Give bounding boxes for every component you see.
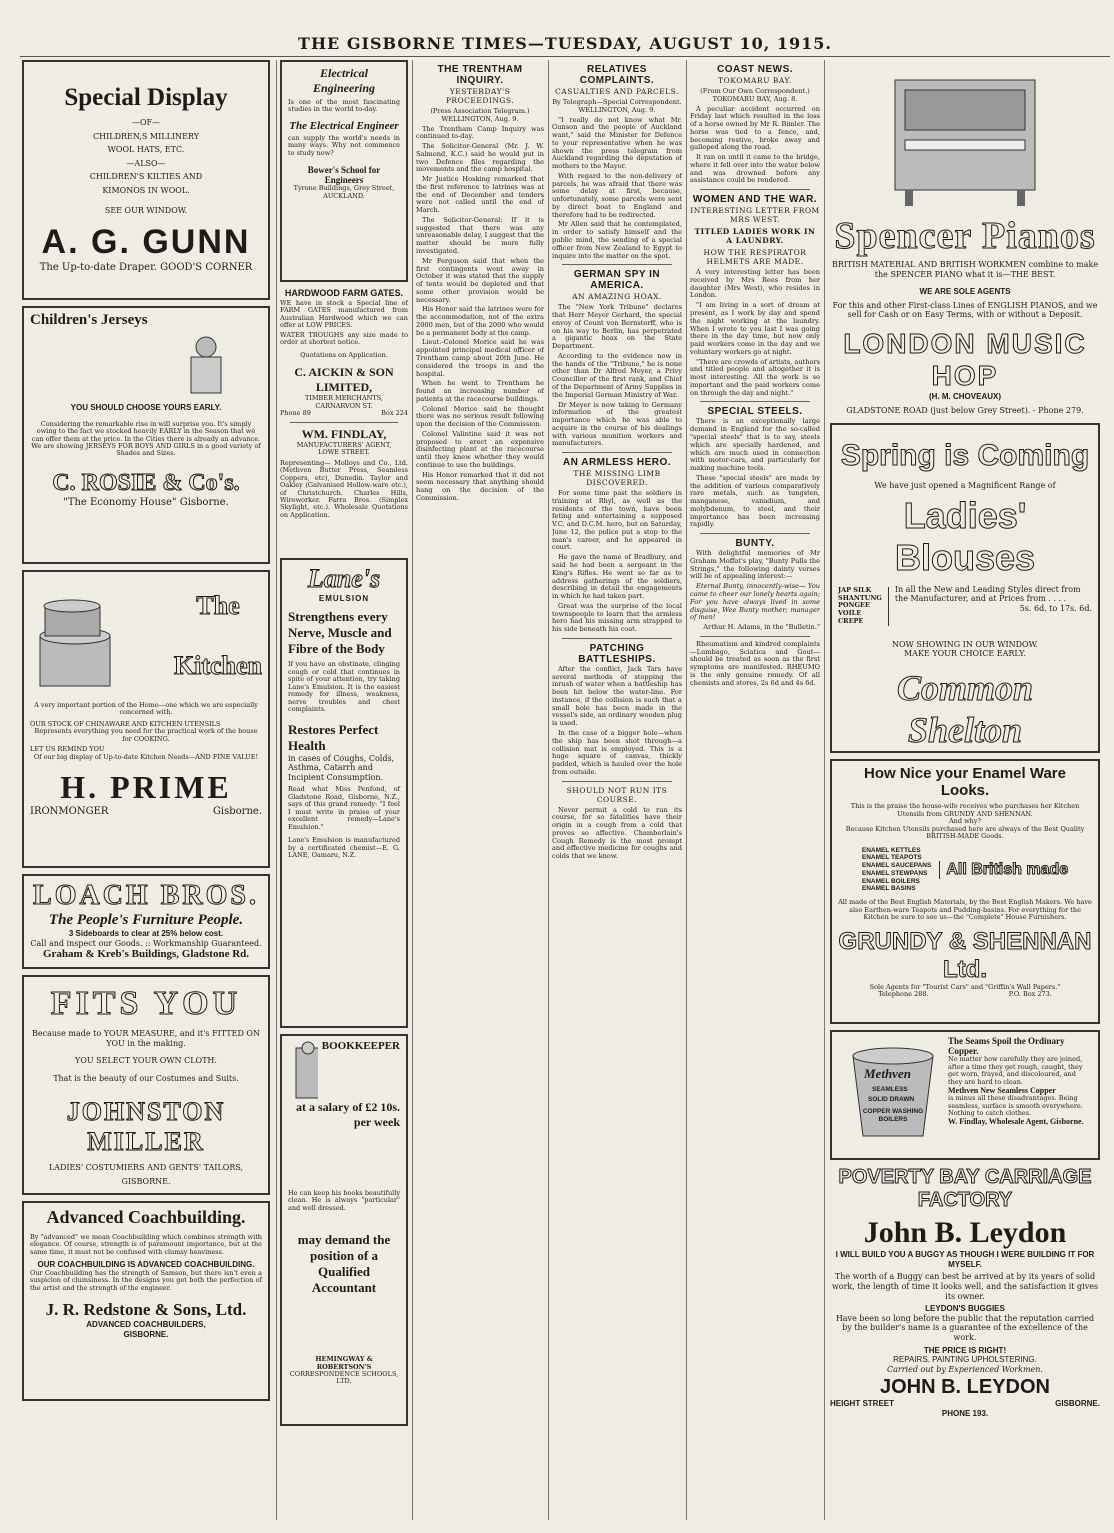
common-details xyxy=(838,585,1092,628)
prime-name: H. PRIME xyxy=(60,769,232,806)
hemingway-name: HEMINGWAY & ROBERTSON'S xyxy=(315,1355,373,1371)
relatives-dateline: By Telegraph—Special Correspondent. WELLINGTON, Aug. 9. xyxy=(552,98,682,114)
grundy-items xyxy=(838,845,1092,896)
bunty-verse: Eternal Bunty, innocently-wise— You came to cheer our lonely hearts again; For you have always lived in some disguise, Wee Bunty mother; manager of men! xyxy=(690,582,820,622)
gunn-also: —ALSO— xyxy=(126,158,166,168)
redstone-trade: ADVANCED COACHBUILDERS, xyxy=(86,1320,206,1330)
methven-picture-solid: SOLID DRAWN xyxy=(868,1096,915,1104)
enamel-item: ENAMEL BASINS xyxy=(861,885,916,893)
leydon-name: John B. Leydon xyxy=(863,1216,1067,1250)
common-price: 5s. 6d. to 17s. 6d. xyxy=(1019,603,1092,613)
saucepan-illustration xyxy=(30,576,130,696)
johnston-town: GISBORNE. xyxy=(121,1176,171,1186)
women-subhead3: HOW THE RESPIRATOR HELMETS ARE MADE. xyxy=(703,248,807,267)
rheumo-advert: Rheumatism and kindred complaints—Lumbago, Sciatica and Gout—should be treated as soon as the first symptoms are manifested. RHEUMO is the only genuine remedy. Of all chemists and stores, 2s 6d and 4s 6d. xyxy=(690,639,820,687)
spy-para: The "New York Tribune" declares that Herr Meyer Gerhard, the special envoy of Count von Bernstorff, who is on his way to Berlin, has perpetrated a gigantic hoax on the State Department. xyxy=(552,303,682,351)
column-rule-5 xyxy=(824,60,825,1520)
women-subhead: INTERESTING LETTER FROM MRS WEST. xyxy=(690,206,820,225)
prime-body: A very important portion of the Home—one which we are especially concerned with. xyxy=(34,701,258,717)
trentham-para: His Honor remarked that it did not seem necessary that anything should hang on the decision of the Commission. xyxy=(416,470,544,502)
gunn-advert xyxy=(22,60,270,300)
spencer-agents: WE ARE SOLE AGENTS xyxy=(919,287,1011,297)
lane-sub2: in cases of Coughs, Colds, Asthma, Catarrh and Incipient Consumption. xyxy=(288,753,395,782)
divider xyxy=(700,533,810,534)
women-para: "There are crowds of artists, authors and titled people and altogether it is most interesting. All the work is so important and the paid workers come on through the day and night." xyxy=(690,357,820,397)
trentham-para: Mr Justice Hosking remarked that the first reference to latrines was at the end of December and tenders were not called until the end of March. xyxy=(416,175,544,215)
spy-headline: GERMAN SPY IN AMERICA. xyxy=(573,269,661,292)
loach-tagline: The People's Furniture People. xyxy=(48,912,244,928)
spencer-body2: For this and other First-class Lines of ENGLISH PIANOS, and we sell for Cash or on Easy Terms, with or without a Deposit. xyxy=(832,300,1098,320)
prime-l2: Represents everything you need for the practical work of the house for COOKING. xyxy=(34,727,258,743)
methven-picture-title: Methven xyxy=(864,1066,911,1082)
hemingway-headline: may demand the position of a Qualified Accountant xyxy=(297,1232,391,1296)
gunn-see: SEE OUR WINDOW. xyxy=(104,205,188,215)
lane-body: If you have an obstinate, clinging cough or cold that continues in spite of your attention, try taking Lane's Emulsion. It is the easiest remedy for illness, weakness, nerve troubles and chest complaints. xyxy=(288,660,400,714)
loach-name: LOACH BROS. xyxy=(33,880,259,911)
spencer-owner: (H. M. CHOVEAUX) xyxy=(929,391,1001,401)
enamel-list xyxy=(862,847,931,894)
findlay-address: LOWE STREET. xyxy=(318,448,370,457)
gunn-tagline: The Up-to-date Draper. GOOD'S CORNER xyxy=(39,262,253,274)
coast-headline: COAST NEWS. xyxy=(716,64,794,75)
prime-l4: Of our big display of Up-to-date Kitchen Needs—AND FINE VALUE! xyxy=(33,752,259,761)
fabric-item: VOILE xyxy=(838,609,862,618)
aickin-quote: Quotations on Application. xyxy=(300,350,388,359)
prime-trade: IRONMONGER xyxy=(30,806,109,818)
methven-body2: is minus all these disadvantages. Being seamless, surface is smooth everywhere. Nothing to catch clothes. xyxy=(948,1094,1083,1117)
grundy-phone: Telephone 288. xyxy=(878,990,929,999)
divider xyxy=(562,781,672,782)
gunn-line4: KIMONOS IN WOOL. xyxy=(102,185,190,195)
trentham-para: Colonel Morice said he thought there was no serious result following upon the decision of the Commission. xyxy=(416,404,544,429)
findlay-body: Representing— Molloys and Co., Ltd. (Methven Butter Press, Seamless Coppers, etc), Dunedin. Taylor and Oakley (Galvanised Hollow-ware etc.), of Christchurch. Charles Hills, Wireworker. Farra Bros. (Simplex Skylight, etc.). Wholesale Quotations on Application. xyxy=(280,459,408,519)
grundy-title: How Nice your Enamel Ware Looks. xyxy=(863,765,1066,800)
grundy-why: And why? xyxy=(948,817,981,826)
prime-the: The xyxy=(196,591,240,620)
common-headline: Ladies' Blouses xyxy=(894,494,1036,578)
prime-town: Gisborne. xyxy=(212,806,262,818)
common-show: NOW SHOWING IN OUR WINDOW. xyxy=(892,639,1038,649)
hemingway-salary: at a salary of £2 10s. per week xyxy=(296,1099,400,1129)
redstone-advert xyxy=(22,1201,270,1401)
rosie-body: Considering the remarkable rise in will surprise you. It's simply owing to the fact we stocked heavily EARLY in the Season that we can offer them at the price. In the Cities there is already an advance. We are showing JERSEYS FOR BOYS AND GIRLS in a good variety of Shades and Sizes. xyxy=(31,419,261,458)
armless-headline: AN ARMLESS HERO. xyxy=(562,457,672,469)
grundy-british: All British made xyxy=(939,861,1068,879)
trentham-para: Mr Ferguson said that when the first contingents went away in October it was stated that the supply of tents would be depleted and that some other provision would be necessary. xyxy=(416,256,544,304)
trentham-para: The Solicitor-General: If it is suggested that there was any unreasonable delay, I suggest that the matter should be more fully investigated. xyxy=(416,215,544,256)
bower-title2: The Electrical Engineer xyxy=(289,119,399,132)
redstone-body: By "advanced" we mean Coachbuilding which combines strength with elegance. Of course, strength is of paramount importance, but at the same time, it must not be confused with clumsy heaviness. xyxy=(30,1233,262,1256)
aickin-name: C. AICKIN & SON LIMITED, xyxy=(294,365,394,395)
leydon-town: GISBORNE. xyxy=(1055,1399,1100,1409)
leydon-advert xyxy=(830,1166,1100,1418)
column-5 xyxy=(690,60,820,1520)
bower-body: Is one of the most fascinating studies in the world to-day. xyxy=(288,98,400,114)
hemingway-address: CORRESPONDENCE SCHOOLS, LTD. xyxy=(289,1369,399,1386)
redstone-sub: OUR COACHBUILDING IS ADVANCED COACHBUILDING. xyxy=(37,1260,255,1270)
enamel-item: ENAMEL SAUCEPANS xyxy=(861,862,932,870)
relatives-subhead: CASUALTIES AND PARCELS. xyxy=(555,87,679,96)
enamel-item: ENAMEL STEWPANS xyxy=(861,869,928,877)
steels-headline: SPECIAL STEELS. xyxy=(707,406,803,418)
johnston-name: JOHNSTON MILLER xyxy=(66,1097,226,1157)
bunty-para: With delightful memories of Mr Graham Moffat's play, "Bunty Pulls the Strings," the following dainty verses will be of appealing interest:— xyxy=(690,549,820,581)
course-para: Never permit a cold to run its course, for so fatalities have their origin in a cough from a cold that proves so affective. Chamberlain's Cough Remedy is the most prompt and effective medicine for coughs and colds that we know. xyxy=(552,805,682,861)
aickin-body: WE have in stock a Special line of FARM GATES manufactured from Australian Hardwood which we can offer at LOW PRICES. xyxy=(280,299,408,330)
lane-name: Lane's xyxy=(307,563,381,593)
bunty-signature: Arthur H. Adams, in the "Bulletin." xyxy=(703,623,820,632)
bower-title: Electrical Engineering xyxy=(312,66,375,95)
aickin-address: CARNARVON ST. xyxy=(315,401,373,410)
divider xyxy=(290,422,398,423)
loach-advert xyxy=(22,874,270,969)
divider xyxy=(562,264,672,265)
column-6 xyxy=(830,60,1100,1520)
common-intro: We have just opened a Magnificent Range of xyxy=(874,481,1056,491)
methven-picture-label: COPPER WASHING BOILERS xyxy=(862,1108,924,1123)
column-rule-4 xyxy=(686,60,687,1520)
findlay-advert xyxy=(280,427,408,552)
common-shelton-advert xyxy=(830,423,1100,753)
women-headline: WOMEN AND THE WAR. xyxy=(692,194,818,206)
armless-subhead: THE MISSING LIMB DISCOVERED. xyxy=(573,469,661,488)
spy-para: According to the evidence now in the hands of the "Tribune," he is none other than Dr Alfred Meyer, a Privy Councillor of the first rank, and Chief of the Department of Army Supplies in the Imperial German Ministry of War. xyxy=(552,351,682,399)
column-2 xyxy=(280,60,408,1520)
women-subhead2: TITLED LADIES WORK IN A LAUNDRY. xyxy=(694,227,816,246)
column-rule-2 xyxy=(412,60,413,1520)
column-rule-1 xyxy=(276,60,277,1520)
bower-body2: can supply the world's needs in many ways. Why not commence to study now? xyxy=(288,133,400,157)
aickin-contact xyxy=(280,410,408,417)
fabric-list xyxy=(838,587,889,626)
gunn-title: Special Display xyxy=(64,84,228,111)
leydon-body: The worth of a Buggy can best be arrived at by its years of solid work, the length of time it looks well, and the satisfaction it gives its owner. xyxy=(831,1272,1099,1301)
bower-address: Tyrone Buildings, Grey Street, AUCKLAND. xyxy=(293,184,395,200)
lane-emulsion: EMULSION xyxy=(318,593,370,603)
hemingway-title: BOOKKEEPER xyxy=(321,1039,400,1052)
child-illustration xyxy=(171,329,241,399)
aickin-water: WATER TROUGHS any size made to order at shortest notice. xyxy=(280,330,408,347)
leydon-workmen: Carried out by Experienced Workmen. xyxy=(887,1364,1043,1374)
grundy-advert xyxy=(830,759,1100,1024)
loach-address: Graham & Kreb's Buildings, Gladstone Rd. xyxy=(42,948,250,961)
leydon-services: REPAIRS. PAINTING UPHOLSTERING. xyxy=(893,1355,1037,1365)
methven-name: Methven New Seamless Copper xyxy=(948,1086,1056,1096)
spy-subhead: AN AMAZING HOAX. xyxy=(572,292,662,302)
trentham-dateline: (Press Association Telegram.) WELLINGTON, Aug. 9. xyxy=(430,107,530,123)
leydon-sub: LEYDON'S BUGGIES xyxy=(925,1304,1005,1314)
hemingway-advert xyxy=(280,1034,408,1426)
trentham-para: The Trentham Camp Inquiry was continued to-day. xyxy=(416,124,544,141)
rosie-title: Children's Jerseys xyxy=(30,312,148,328)
grundy-box: P.O. Box 273. xyxy=(1008,990,1052,999)
lane-headline2: Restores Perfect Health xyxy=(288,721,379,753)
relatives-headline: RELATIVES COMPLAINTS. xyxy=(579,64,655,86)
rosie-sub: YOU SHOULD CHOOSE YOURS EARLY. xyxy=(70,403,222,412)
steels-para: There is an exceptionally large demand in England for the so-called "special steels" that is to say, steels which are specially hardened, and which are much used in connection with motor-cars, and particularly for making machine tools. xyxy=(690,417,820,473)
johnston-l1: Because made to YOUR MEASURE, and it's FITTED ON YOU in the making. xyxy=(32,1029,260,1048)
findlay-trade: MANUFACTURERS' AGENT, xyxy=(296,440,392,449)
leydon-street: HEIGHT STREET xyxy=(830,1399,895,1409)
prime-advert xyxy=(22,570,270,868)
gunn-of: —OF— xyxy=(131,118,161,127)
women-para: "I am living in a sort of dream at present, as I work by day and spend the night working at the laundry. When I wrote to you last I was going there in the day time, but now only paid workers come in the day and we voluntary workers go at night. xyxy=(690,301,820,356)
methven-title: The Seams Spoil the Ordinary Copper. xyxy=(948,1036,1065,1057)
trentham-para: Colonel Valintine said it was not proposed to erect an expensive disinfecting plant at the racecourse until they knew whether they would continue to use the buildings. xyxy=(416,429,544,469)
bower-name: Bower's School for Engineers xyxy=(307,165,381,186)
grundy-body3: All made of the Best English Materials, by the Best English Makers. We have also Earthen-ware Teapots and Pudding-basins. For everything for the Kitchen be sure to see us—the "Complete" House Furnishers. xyxy=(838,898,1092,922)
coast-para: A peculiar accident occurred on Friday last which resulted in the loss of a horse owned by Mr R. Bimler. The horse was tied to a fence, and, becoming restive, broke away and galloped along the road. xyxy=(690,104,820,152)
coast-subhead: TOKOMARU BAY. xyxy=(718,76,792,85)
lane-advert xyxy=(280,558,408,1028)
women-para: A very interesting letter has been received by Mrs Rees from her daughter (Mrs West), who resides in London. xyxy=(690,268,820,300)
johnston-title: FITS YOU xyxy=(50,985,242,1022)
johnston-l2: YOU SELECT YOUR OWN CLOTH. xyxy=(75,1056,217,1066)
johnston-trade: LADIES' COSTUMIERS AND GENTS' TAILORS, xyxy=(48,1163,244,1173)
leydon-body2: Have been so long before the public that the reputation carried by the builder's name is a guarantee of the excellence of the work. xyxy=(835,1313,1095,1342)
common-body: In all the New and Leading Styles direct from the Manufacturer, and at Prices from . . . . xyxy=(894,584,1081,604)
course-headline: SHOULD NOT RUN ITS COURSE. xyxy=(566,785,668,804)
methven-body: No matter how carefully they are joined, after a time they get rough, caught, they get worn, frayed, and discoloured, and they are hard to clean. xyxy=(948,1055,1083,1086)
gunn-line3: CHILDREN'S KILTIES AND xyxy=(89,172,203,182)
enamel-item: ENAMEL KETTLES xyxy=(861,846,921,854)
aickin-trade: TIMBER MERCHANTS, xyxy=(305,394,383,403)
spencer-body: BRITISH MATERIAL AND BRITISH WORKMEN combine to make the SPENCER PIANO what it is—THE BEST. xyxy=(831,260,1099,279)
trentham-para: His Honor said the latrines were for the accommodation, not of the extra 2000 men, but of the 2000 who would be a permanent body at the camp. xyxy=(416,305,544,337)
methven-picture-seamless: SEAMLESS xyxy=(872,1086,908,1094)
rosie-name: C. ROSIE & Co's. xyxy=(52,469,240,496)
findlay-name: WM. FINDLAY, xyxy=(301,426,387,441)
trentham-para: Lieut.-Colonel Morice said he was appointed principal medical officer of Trentham camp about 20th June. He considered the troops in and the hospital. xyxy=(416,338,544,378)
leydon-name2: JOHN B. LEYDON xyxy=(879,1376,1051,1399)
loach-call: Call and inspect our Goods. :: Workmanship Guaranteed. xyxy=(30,938,262,948)
steels-para: These "special steels" are made by the addition of various comparatively rare metals, such as tungsten, manganese, vanadium, and molybdenum, to steel, and their importance has been increasing rapidly. xyxy=(690,473,820,529)
leydon-title: POVERTY BAY CARRIAGE FACTORY xyxy=(838,1166,1092,1212)
redstone-body2: Our Coachbuilding has the strength of Samson, but there isn't even a suspicion of clumsiness. In the designs you get both the perfection of the artist and the strength of the engineer. xyxy=(30,1269,262,1292)
grundy-name: GRUNDY & SHENNAN Ltd. xyxy=(838,927,1092,983)
column-3 xyxy=(416,60,544,1520)
patching-headline: PATCHING BATTLESHIPS. xyxy=(578,642,656,665)
methven-agent: W. Findlay, Wholesale Agent, Gisborne. xyxy=(948,1117,1084,1127)
aickin-phone: Phone 89 xyxy=(280,409,311,418)
rosie-advert xyxy=(22,306,270,564)
hemingway-body: He can keep his books beautifully clean. He is always "particular" and well dressed. xyxy=(288,1188,400,1212)
armless-para: Great was the surprise of the local townspeople to learn that the armless hero had his missing arm strapped to his side beneath his coat. xyxy=(552,601,682,634)
prime-kitchen: Kitchen xyxy=(173,651,262,680)
spencer-advert xyxy=(830,60,1100,415)
grundy-contact xyxy=(838,991,1092,998)
lane-headline: Strengthens every Nerve, Muscle and Fibre of the Body xyxy=(288,609,392,657)
common-name: Common Shelton xyxy=(896,667,1034,750)
loach-sale: 3 Sideboards to clear at 25% below cost. xyxy=(68,929,224,938)
lane-body2: Read what Miss Penfond, of Gladstone Road, Gisborne, N.Z., says of this grand remedy: "I feel I must write in praise of your excellent remedy—Lane's Emulsion." xyxy=(288,785,400,831)
relatives-para: "I really do not know what Mr. Gunson and the people of Auckland want," said the Minister for Defence to your representative when he was shown the press telegram from Auckland regarding the deputation of mothers to the Mayor. xyxy=(552,115,682,171)
patching-para: After the conflict, Jack Tars have several methods of stopping the inrush of water when a battleship has been hit below the water-line. For instance, if the collision is such that a small hole has been made in the vessel's side, an ordinary wooden plug is used. xyxy=(552,664,682,728)
grundy-body2: Because Kitchen Utensils purchased here are always of the Best Quality BRITISH-MADE Goods. xyxy=(845,824,1085,841)
prime-footer xyxy=(30,806,262,817)
methven-advert xyxy=(830,1030,1100,1160)
coast-para: It ran on until it came to the bridge, where it fell over into the water below and was drowned before any assistance could be rendered. xyxy=(690,153,820,185)
johnston-l3: That is the beauty of our Costumes and Suits. xyxy=(53,1073,239,1083)
aickin-advert xyxy=(280,288,408,418)
fabric-item: PONGEE xyxy=(838,601,870,610)
prime-l3: LET US REMIND YOU xyxy=(30,745,105,754)
gunn-name: A. G. GUNN xyxy=(41,223,251,262)
bunty-headline: BUNTY. xyxy=(735,538,775,550)
column-rule-3 xyxy=(548,60,549,1520)
redstone-town: GISBORNE. xyxy=(123,1330,169,1339)
trentham-headline: THE TRENTHAM INQUIRY. xyxy=(437,64,523,86)
armless-para: For some time past the soldiers in training at Rhyl, as well as the residents of the town, have been feting and entertaining a supposed V.C. and D.C.M. hero, but on Saturday, June 12, the police put a stop to the man's career, and he appeared in court. xyxy=(552,489,682,552)
trentham-subhead: YESTERDAY'S PROCEEDINGS. xyxy=(445,87,515,105)
column-4 xyxy=(552,60,682,1520)
aickin-title: HARDWOOD FARM GATES. xyxy=(284,288,404,298)
enamel-item: ENAMEL BOILERS xyxy=(861,877,920,885)
spy-para: Dr Meyer is now taking to Germany information of the greatest importance which he was able to acquire in the course of his dealings with various munition workers and manufacturers. xyxy=(552,400,682,448)
spencer-shop: LONDON MUSIC HOP xyxy=(843,327,1087,391)
armless-para: He gave the name of Bradbury, and said he had been a sergeant in the King's Rifles. He went so far as to address gatherings of the soldiers, describing in detail the engagements in which he had taken part. xyxy=(552,553,682,601)
relatives-para: Mr Allen said that he contemplated, in order to satisfy himself and the public mind, the sending of a special officer from New Zealand to Egypt to inquire into the matter on the spot. xyxy=(552,220,682,260)
johnston-advert xyxy=(22,975,270,1195)
divider xyxy=(562,638,672,639)
clerk-illustration xyxy=(288,1040,318,1100)
leydon-headline: I WILL BUILD YOU A BUGGY AS THOUGH I WERE BUILDING IT FOR MYSELF. xyxy=(835,1250,1095,1269)
aickin-box: Box 224 xyxy=(381,409,408,418)
lane-maker: Lane's Emulsion is manufactured by a certificated chemist—E. G. LANE, Oamaru, N.Z. xyxy=(288,836,400,860)
masthead: THE GISBORNE TIMES—TUESDAY, AUGUST 10, 1915. xyxy=(20,34,1110,57)
fabric-item: CREPE xyxy=(838,616,864,625)
divider xyxy=(700,636,810,637)
grundy-agents: Sole Agents for "Tourist Cars" and "Griffin's Wall Papers." xyxy=(869,982,1061,991)
enamel-item: ENAMEL TEAPOTS xyxy=(861,854,922,862)
fabric-item: JAP SILK xyxy=(838,585,872,594)
copper-illustration xyxy=(838,1036,948,1154)
common-choice: MAKE YOUR CHOICE EARLY. xyxy=(903,649,1027,659)
piano-illustration xyxy=(865,60,1065,210)
grundy-body: This is the praise the house-wife receives who purchases her Kitchen Utensils from GRUNDY AND SHENNAN. xyxy=(850,802,1080,818)
relatives-para: With regard to the non-delivery of parcels, he was afraid that there was some delay at first, because, unfortunately, some parcels were sent by direct boat to England and therefore had to be redirected. xyxy=(552,171,682,219)
leydon-price: THE PRICE IS RIGHT! xyxy=(923,1345,1007,1355)
divider xyxy=(700,189,810,190)
column-1 xyxy=(22,60,270,1520)
divider xyxy=(562,452,672,453)
gunn-line1: CHILDREN,S MILLINERY xyxy=(93,131,199,141)
spencer-name: Spencer Pianos xyxy=(834,215,1096,257)
bower-advert xyxy=(280,60,408,282)
trentham-para: The Solicitor-General (Mr. J. W. Salmond, K.C.) said he would put in two Defence files regarding the movements and the camp hospital. xyxy=(416,142,544,174)
rosie-tagline: "The Economy House" Gisborne. xyxy=(63,496,229,508)
prime-l1: OUR STOCK OF CHINAWARE AND KITCHEN UTENSILS xyxy=(30,719,221,728)
spencer-address: GLADSTONE ROAD (just below Grey Street). - Phone 279. xyxy=(846,405,1084,415)
coast-dateline: (From Our Own Correspondent.) TOKOMARU BAY, Aug. 8. xyxy=(700,87,810,103)
redstone-name: J. R. Redstone & Sons, Ltd. xyxy=(45,1300,247,1320)
divider xyxy=(700,401,810,402)
fabric-item: SHANTUNG xyxy=(838,593,882,602)
leydon-phone: PHONE 193. xyxy=(941,1408,989,1418)
gunn-line2: WOOL HATS, ETC. xyxy=(107,145,185,155)
leydon-address xyxy=(830,1399,1100,1409)
trentham-para: When he went to Trentham he found an increasing number of patients at the racecourse buildings. xyxy=(416,379,544,403)
common-title: Spring is Coming xyxy=(840,439,1090,473)
redstone-title: Advanced Coachbuilding. xyxy=(46,1207,246,1227)
patching-para: In the case of a bigger hole—when the ship has been shot through—a collision mat is employed. This is a huge square of canvas, thickly padded, which is hauled over the hole from outside. xyxy=(552,729,682,776)
